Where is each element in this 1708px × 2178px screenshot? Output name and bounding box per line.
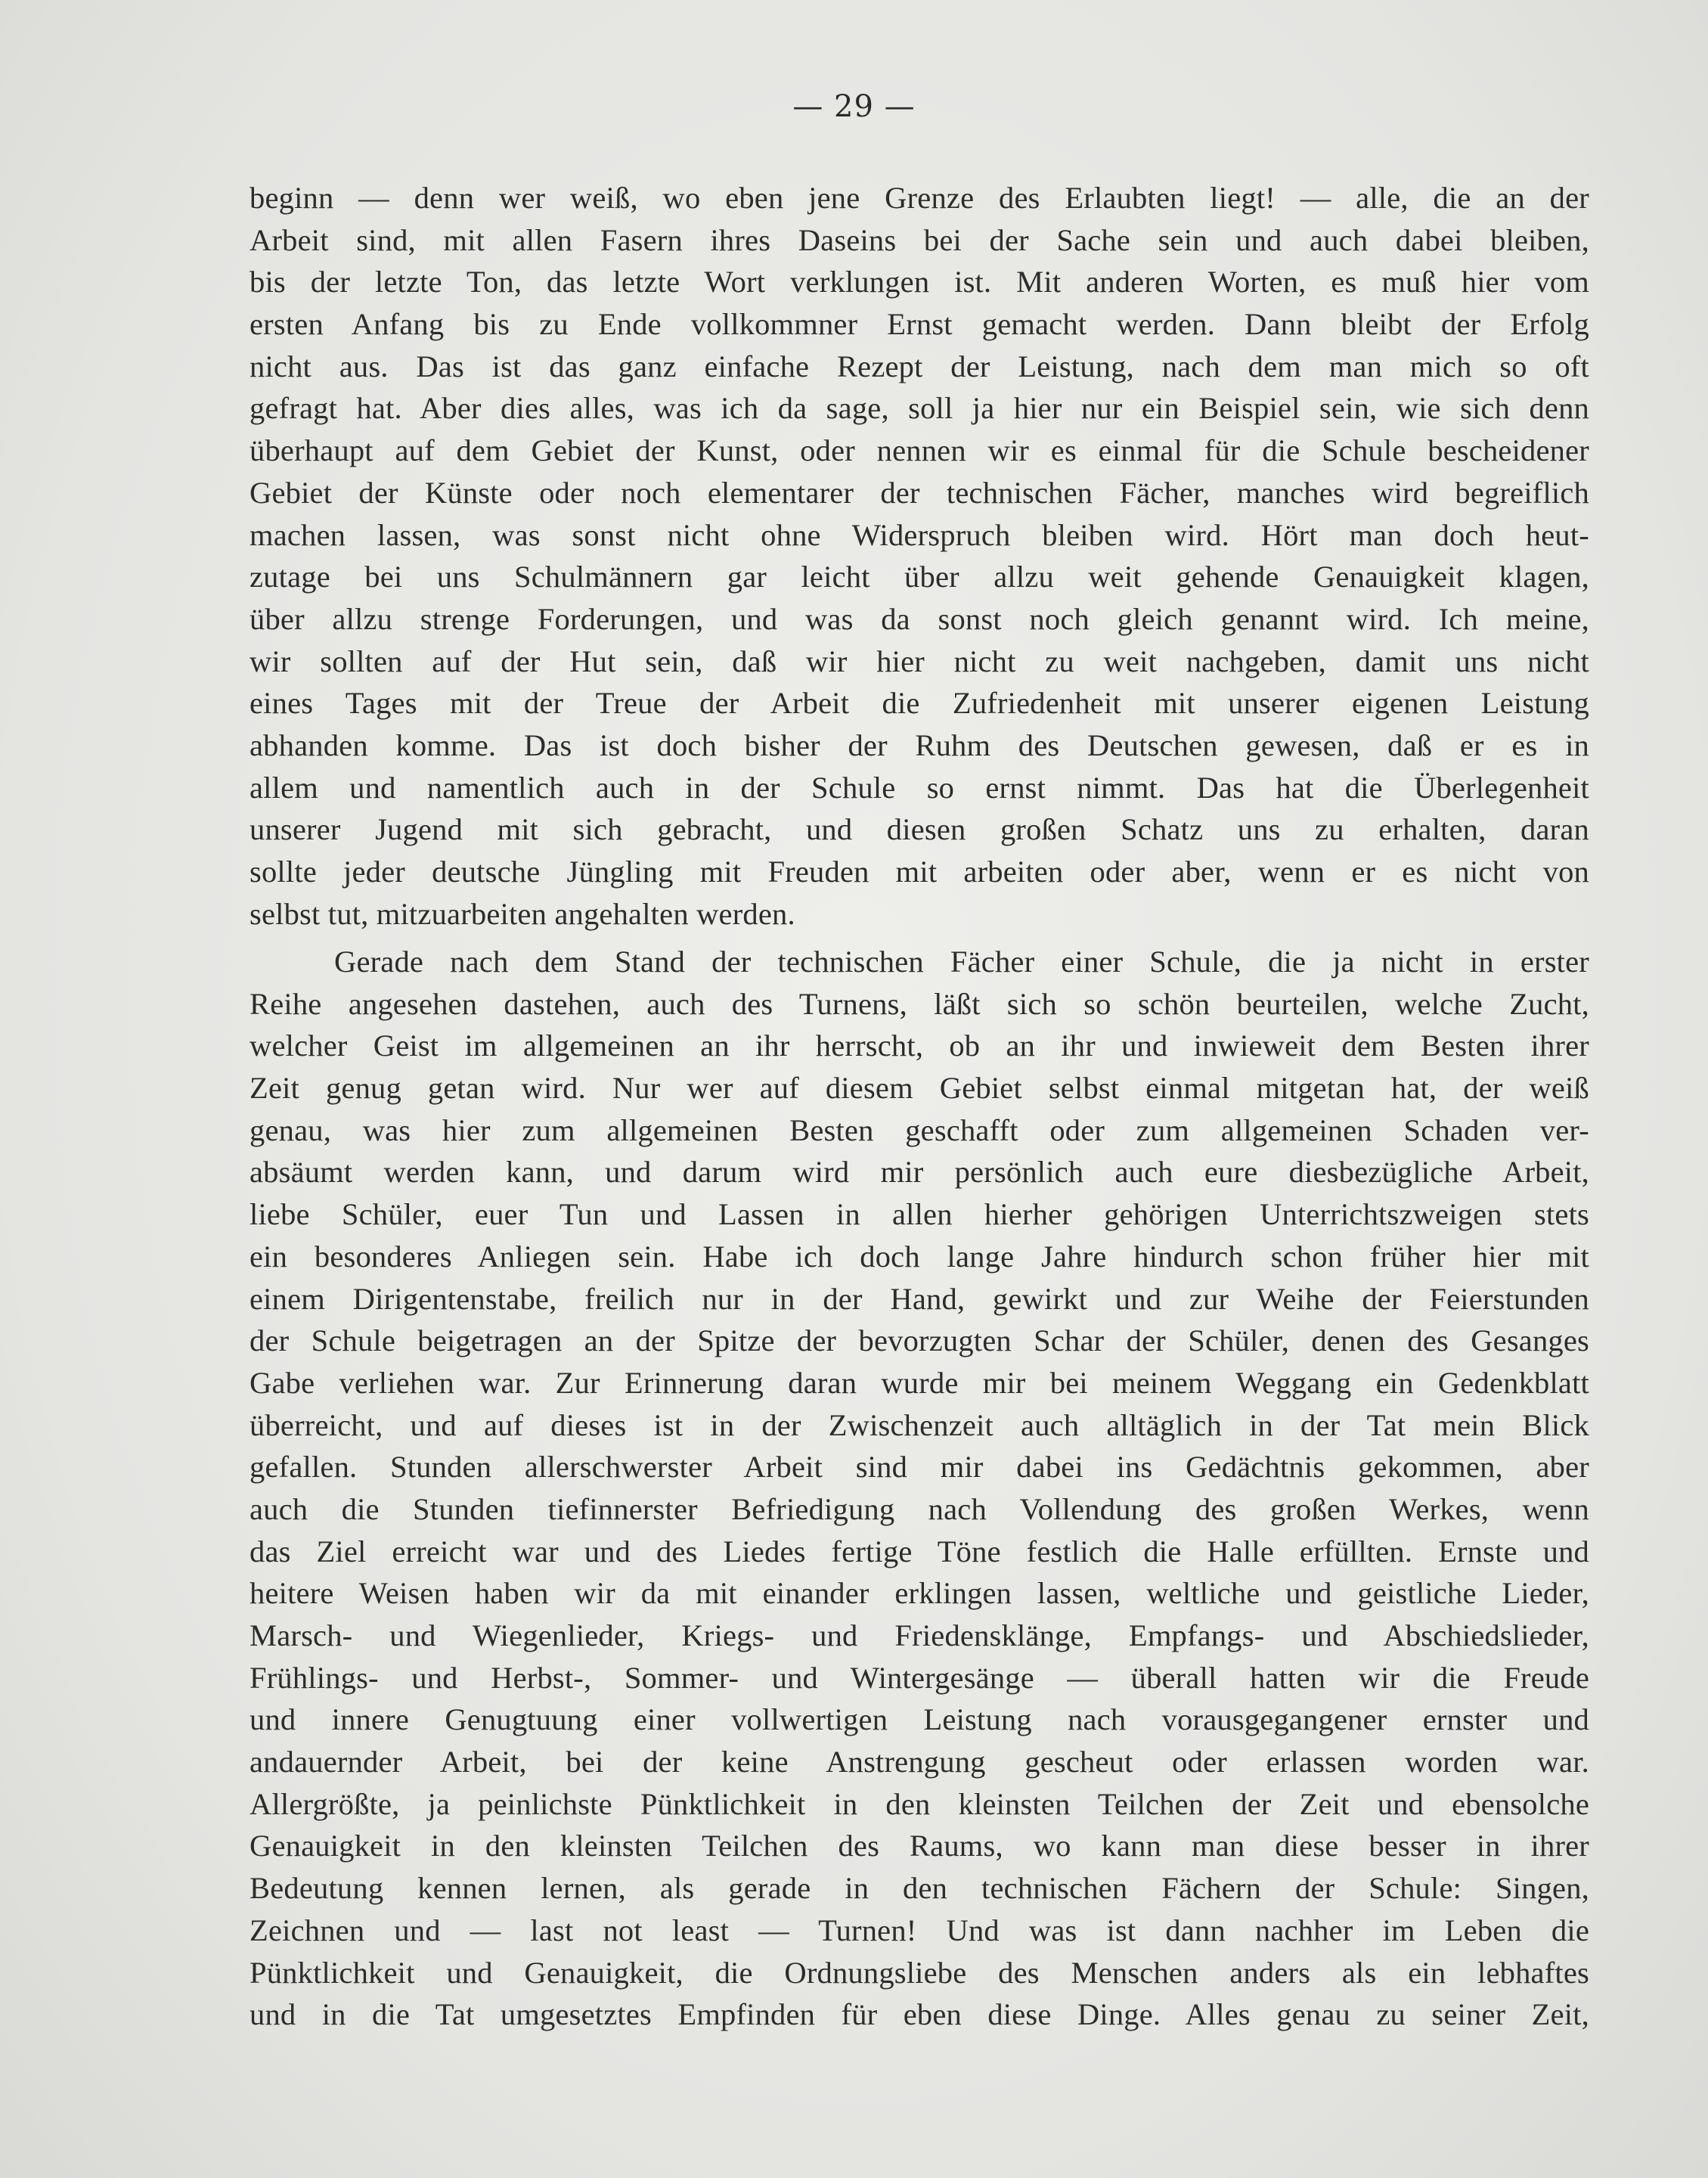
text-line: Allergrößte, ja peinlichste Pünktlichkeit in den kleinsten Teilchen der Zeit und ebensolche bbox=[250, 1786, 1589, 1821]
text-line: allem und namentlich auch in der Schule so ernst nimmt. Das hat die Überlegenheit bbox=[250, 770, 1589, 805]
text-line: zutage bei uns Schulmännern gar leicht über allzu weit gehende Genauigkeit klagen, bbox=[250, 560, 1589, 594]
text-line: Zeichnen und — last not least — Turnen! Und was ist dann nachher im Leben die bbox=[250, 1913, 1589, 1947]
paragraph-1 bbox=[250, 177, 1589, 935]
text-line: ersten Anfang bis zu Ende vollkommner Ernst gemacht werden. Dann bleibt der Erfolg bbox=[250, 307, 1589, 342]
text-line: sollte jeder deutsche Jüngling mit Freuden mit arbeiten oder aber, wenn er es nicht von bbox=[250, 855, 1589, 889]
text-line: Genauigkeit in den kleinsten Teilchen des Raums, wo kann man diese besser in ihrer bbox=[250, 1829, 1589, 1863]
text-line: machen lassen, was sonst nicht ohne Widerspruch bleiben wird. Hört man doch heut- bbox=[250, 517, 1589, 552]
text-line: Gerade nach dem Stand der technischen Fächer einer Schule, die ja nicht in erster bbox=[334, 945, 1589, 979]
text-line: Frühlings- und Herbst-, Sommer- und Wintergesänge — überall hatten wir die Freude bbox=[250, 1660, 1589, 1695]
text-line: auch die Stunden tiefinnerster Befriedigung nach Vollendung des großen Werkes, wenn bbox=[250, 1491, 1589, 1526]
text-line: bis der letzte Ton, das letzte Wort verklungen ist. Mit anderen Worten, es muß hier vom bbox=[250, 265, 1589, 299]
text-line: einem Dirigentenstabe, freilich nur in der Hand, gewirkt und zur Weihe der Feierstunden bbox=[250, 1281, 1589, 1316]
text-line: wir sollten auf der Hut sein, daß wir hier nicht zu weit nachgeben, damit uns nicht bbox=[250, 644, 1589, 678]
text-line: heitere Weisen haben wir da mit einander erklingen lassen, weltliche und geistliche Lieder, bbox=[250, 1576, 1589, 1611]
text-line: Zeit genug getan wird. Nur wer auf diesem Gebiet selbst einmal mitgetan hat, der weiß bbox=[250, 1071, 1589, 1106]
text-line: eines Tages mit der Treue der Arbeit die Zufriedenheit mit unserer eigenen Leistung bbox=[250, 686, 1589, 721]
text-line: nicht aus. Das ist das ganz einfache Rezept der Leistung, nach dem man mich so oft bbox=[250, 349, 1589, 383]
text-line: welcher Geist im allgemeinen an ihr herrscht, ob an ihr und inwieweit dem Besten ihrer bbox=[250, 1028, 1589, 1063]
text-line: Arbeit sind, mit allen Fasern ihres Daseins bei der Sache sein und auch dabei bleiben, bbox=[250, 222, 1589, 257]
text-line: beginn — denn wer weiß, wo eben jene Grenze des Erlaubten liegt! — alle, die an der bbox=[250, 181, 1589, 215]
page-number: — 29 — bbox=[792, 89, 916, 124]
text-line: ein besonderes Anliegen sein. Habe ich doch lange Jahre hindurch schon früher hier mit bbox=[250, 1239, 1589, 1274]
text-line: Reihe angesehen dastehen, auch des Turnens, läßt sich so schön beurteilen, welche Zucht, bbox=[250, 986, 1589, 1021]
text-line: Pünktlichkeit und Genauigkeit, die Ordnungsliebe des Menschen anders als ein lebhaftes bbox=[250, 1955, 1589, 1990]
text-line: überreicht, und auf dieses ist in der Zwischenzeit auch alltäglich in der Tat mein Blick bbox=[250, 1407, 1589, 1442]
paragraph-2 bbox=[250, 941, 1589, 2036]
text-line: Marsch- und Wiegenlieder, Kriegs- und Friedensklänge, Empfangs- und Abschiedslieder, bbox=[250, 1618, 1589, 1652]
text-line: genau, was hier zum allgemeinen Besten geschafft oder zum allgemeinen Schaden ver- bbox=[250, 1112, 1589, 1147]
text-line: Gabe verliehen war. Zur Erinnerung daran wurde mir bei meinem Weggang ein Gedenkblatt bbox=[250, 1365, 1589, 1400]
text-line: überhaupt auf dem Gebiet der Kunst, oder nennen wir es einmal für die Schule bescheidener bbox=[250, 433, 1589, 468]
text-line: über allzu strenge Forderungen, und was da sonst noch gleich genannt wird. Ich meine, bbox=[250, 601, 1589, 636]
text-line: absäumt werden kann, und darum wird mir persönlich auch eure diesbezügliche Arbeit, bbox=[250, 1155, 1589, 1190]
text-line: selbst tut, mitzuarbeiten angehalten werden. bbox=[250, 896, 795, 931]
text-line: gefragt hat. Aber dies alles, was ich da sage, soll ja hier nur ein Beispiel sein, wie sich denn bbox=[250, 391, 1589, 426]
text-line: und in die Tat umgesetztes Empfinden für eben diese Dinge. Alles genau zu seiner Zeit, bbox=[250, 1997, 1589, 2032]
text-line: andauernder Arbeit, bei der keine Anstrengung gescheut oder erlassen worden war. bbox=[250, 1745, 1589, 1779]
text-line: unserer Jugend mit sich gebracht, und diesen großen Schatz uns zu erhalten, daran bbox=[250, 812, 1589, 847]
text-line: Bedeutung kennen lernen, als gerade in den technischen Fächern der Schule: Singen, bbox=[250, 1871, 1589, 1906]
text-line: Gebiet der Künste oder noch elementarer der technischen Fächer, manches wird begreiflich bbox=[250, 475, 1589, 510]
text-line: der Schule beigetragen an der Spitze der bevorzugten Schar der Schüler, denen des Gesanges bbox=[250, 1323, 1589, 1358]
text-line: gefallen. Stunden allerschwerster Arbeit sind mir dabei ins Gedächtnis gekommen, aber bbox=[250, 1450, 1589, 1485]
text-line: abhanden komme. Das ist doch bisher der Ruhm des Deutschen gewesen, daß er es in bbox=[250, 728, 1589, 762]
text-line: das Ziel erreicht war und des Liedes fertige Töne festlich die Halle erfüllten. Ernste und bbox=[250, 1534, 1589, 1568]
text-line: und innere Genugtuung einer vollwertigen Leistung nach vorausgegangener ernster und bbox=[250, 1702, 1589, 1737]
text-line: liebe Schüler, euer Tun und Lassen in allen hierher gehörigen Unterrichtszweigen stets bbox=[250, 1197, 1589, 1232]
